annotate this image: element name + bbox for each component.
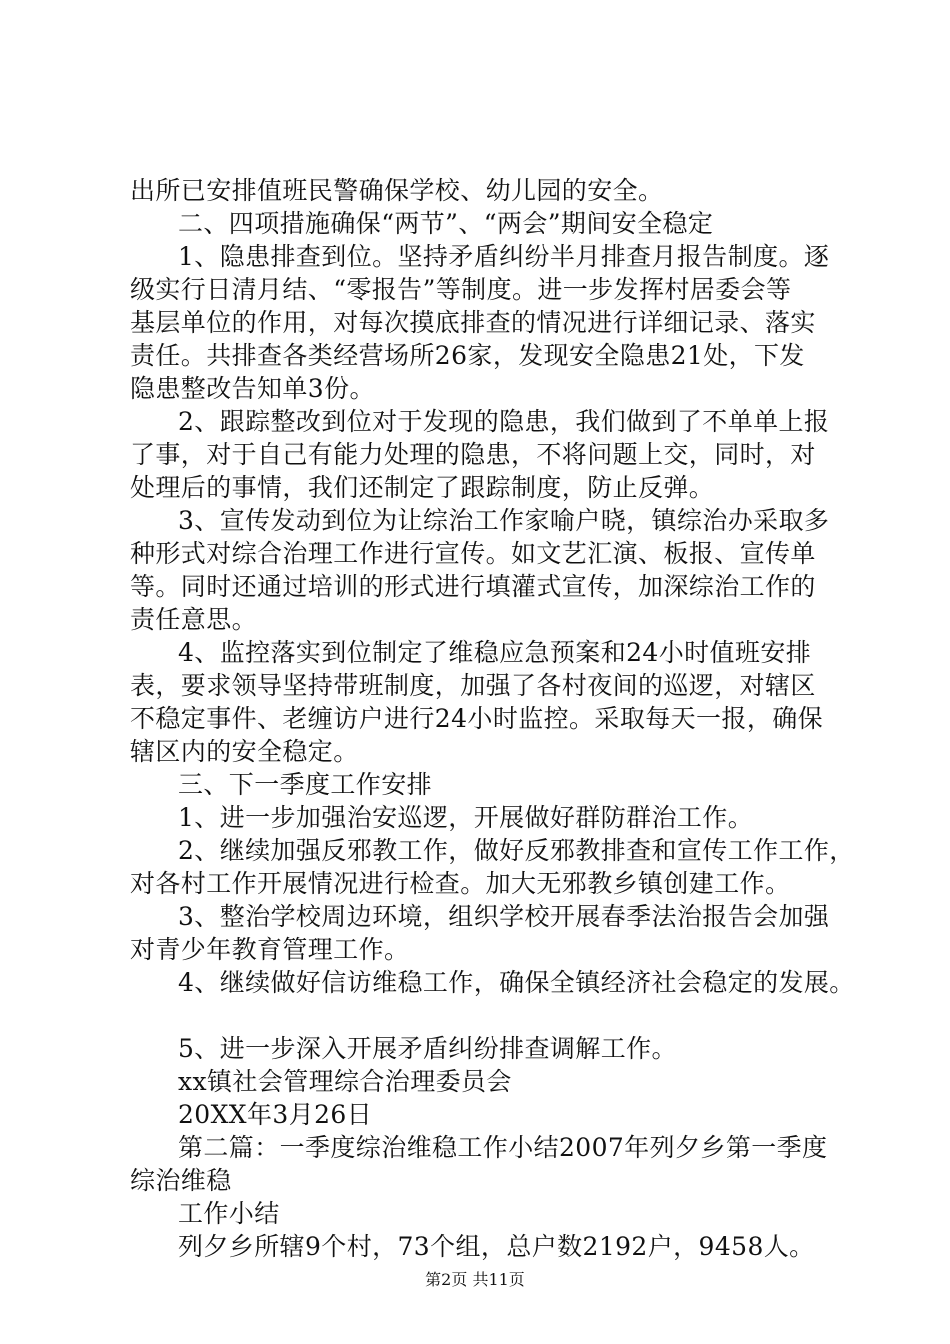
body-line: 3、整治学校周边环境，组织学校开展春季法治报告会加强 <box>178 902 830 931</box>
page-number-footer: 第2页 共11页 <box>425 1270 525 1289</box>
body-line: 处理后的事情，我们还制定了跟踪制度，防止反弹。 <box>130 473 715 502</box>
body-line: 2、跟踪整改到位对于发现的隐患，我们做到了不单单上报 <box>178 407 830 436</box>
body-line: 4、继续做好信访维稳工作，确保全镇经济社会稳定的发展。 <box>178 968 855 997</box>
body-line: 1、隐患排查到位。坚持矛盾纠纷半月排查月报告制度。逐 <box>178 242 830 271</box>
signature-organization: xx镇社会管理综合治理委员会 <box>178 1067 512 1096</box>
chapter-subheading: 工作小结 <box>178 1199 280 1228</box>
body-line: 了事，对于自己有能力处理的隐患，不将问题上交，同时，对 <box>130 440 816 469</box>
body-line: 表，要求领导坚持带班制度，加强了各村夜间的巡逻，对辖区 <box>130 671 816 700</box>
body-line: 对各村工作开展情况进行检查。加大无邪教乡镇创建工作。 <box>130 869 791 898</box>
body-line: 基层单位的作用，对每次摸底排查的情况进行详细记录、落实 <box>130 308 816 337</box>
body-line: 出所已安排值班民警确保学校、幼儿园的安全。 <box>130 176 664 205</box>
body-line: 对青少年教育管理工作。 <box>130 935 410 964</box>
body-line: 3、宣传发动到位为让综治工作家喻户晓，镇综治办采取多 <box>178 506 830 535</box>
body-line: 不稳定事件、老缠访户进行24小时监控。采取每天一报，确保 <box>130 704 824 733</box>
body-line: 辖区内的安全稳定。 <box>130 737 359 766</box>
body-line: 等。同时还通过培训的形式进行填灌式宣传，加深综治工作的 <box>130 572 816 601</box>
section-heading: 三、下一季度工作安排 <box>178 770 433 799</box>
chapter-heading: 综治维稳 <box>130 1166 232 1195</box>
body-line: 5、进一步深入开展矛盾纠纷排查调解工作。 <box>178 1034 677 1063</box>
body-line: 种形式对综合治理工作进行宣传。如文艺汇演、板报、宣传单 <box>130 539 816 568</box>
body-line: 列夕乡所辖9个村，73个组，总户数2192户，9458人。 <box>178 1232 815 1261</box>
body-line: 2、继续加强反邪教工作，做好反邪教排查和宣传工作工作， <box>178 836 855 865</box>
chapter-heading: 第二篇：一季度综治维稳工作小结2007年列夕乡第一季度 <box>178 1133 828 1162</box>
body-line: 4、监控落实到位制定了维稳应急预案和24小时值班安排 <box>178 638 812 667</box>
body-line: 责任。共排查各类经营场所26家，发现安全隐患21处，下发 <box>130 341 805 370</box>
signature-date: 20XX年3月26日 <box>178 1100 373 1129</box>
section-heading: 二、四项措施确保“两节”、“两会”期间安全稳定 <box>178 209 714 238</box>
body-line: 隐患整改告知单3份。 <box>130 374 375 403</box>
body-line: 1、进一步加强治安巡逻，开展做好群防群治工作。 <box>178 803 754 832</box>
body-line: 责任意思。 <box>130 605 258 634</box>
body-line: 级实行日清月结、“零报告”等制度。进一步发挥村居委会等 <box>130 275 792 304</box>
